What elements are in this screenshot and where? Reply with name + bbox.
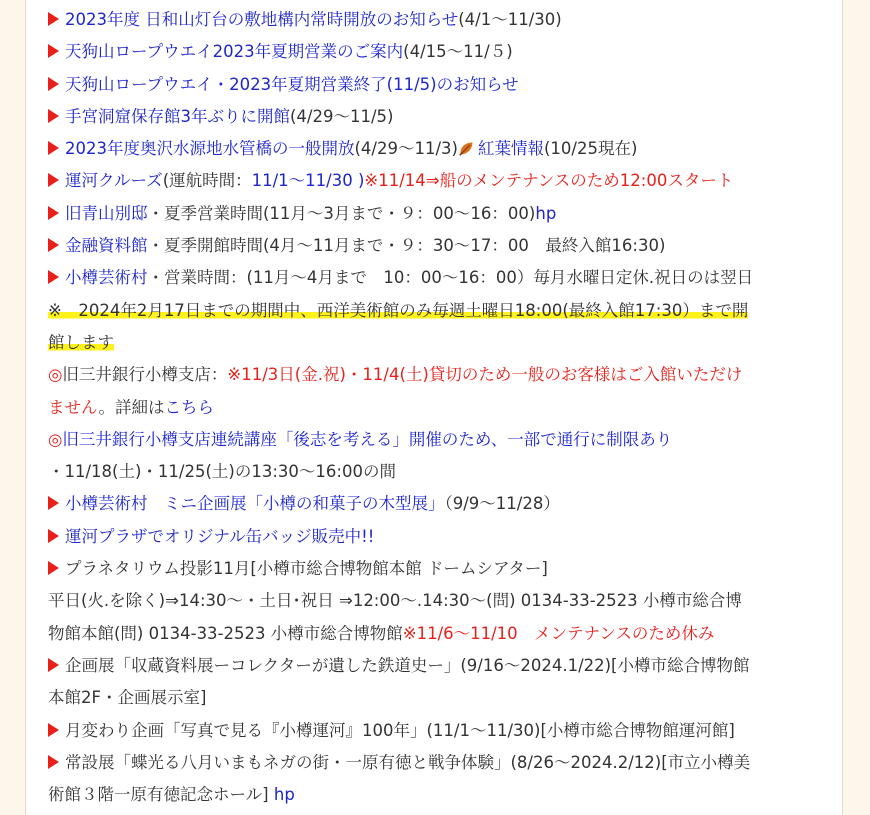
red-triangle-icon [48, 529, 59, 543]
list-item [48, 553, 830, 585]
list-item [48, 198, 830, 230]
list-item [48, 747, 830, 779]
notice-alert: ません [48, 397, 99, 417]
list-item-continuation [48, 392, 830, 424]
double-circle-icon: ◎ [48, 365, 63, 385]
notice-text: 平日(火.を除く)⇒14:30～・土日･祝日 ⇒12:00～.14:30～(問) 0134-33-2523 小樽市総合博 [48, 591, 742, 611]
notice-text: (4/29～11/3) [354, 139, 458, 159]
list-item [48, 36, 830, 68]
notice-link[interactable]: 2023年度 日和山灯台の敷地構内常時開放のお知らせ [65, 10, 459, 29]
notice-text: (4/1～11/30) [458, 10, 562, 29]
red-triangle-icon [48, 723, 59, 737]
list-item [48, 424, 830, 456]
notice-link[interactable]: 天狗山ロープウエイ・2023年夏期営業終了(11/5)のお知らせ [65, 74, 519, 94]
notice-link[interactable]: 2023年度奥沢水源地水管橋の一般開放 [65, 139, 355, 159]
notice-text: 月変わり企画「写真で見る『小樽運河』100年」(11/1～11/30)[小樽市総合博物館運河館] [65, 720, 735, 740]
highlighted-note: 館します [48, 332, 114, 352]
hp-link[interactable]: hp [535, 203, 557, 223]
notice-link[interactable]: 運河クルーズ [65, 171, 163, 191]
notice-text: (10/25現在) [543, 139, 638, 159]
notice-alert: ※11/14⇒船のメンテナンスのため12:00スタート [364, 171, 734, 191]
list-item-continuation [48, 779, 830, 811]
list-item-continuation [48, 295, 830, 327]
red-triangle-icon [48, 109, 59, 123]
notice-text: 。詳細は [98, 397, 165, 417]
highlighted-note: ※ 2024年2月17日までの期間中、西洋美術館のみ毎週土曜日18:00(最終入館17:30）まで開 [48, 300, 749, 320]
red-triangle-icon [48, 77, 59, 91]
list-item [48, 101, 830, 133]
autumn-leaves-link[interactable]: 紅葉情報 [477, 139, 544, 159]
hp-link[interactable]: hp [273, 785, 295, 805]
list-item [48, 262, 830, 294]
notice-text: 企画展「収蔵資料展ーコレクターが遺した鉄道史ー」(9/16～2024.1/22)[小樽市総合博物館 [65, 655, 750, 675]
list-item [48, 69, 830, 101]
notice-link[interactable]: 天狗山ロープウエイ2023年夏期営業のご案内 [65, 42, 404, 62]
list-item [48, 230, 830, 262]
notice-link[interactable]: 旧青山別邸 [65, 203, 148, 223]
content-panel [25, 0, 843, 815]
notice-text: 常設展「蝶光る八月いまもネガの街・一原有徳と戦争体験」(8/26～2024.2/12)[市立小樽美 [65, 752, 751, 772]
red-triangle-icon [48, 44, 59, 58]
list-item [48, 715, 830, 747]
red-triangle-icon [48, 173, 59, 187]
red-triangle-icon [48, 12, 59, 26]
autumn-leaf-icon [458, 140, 475, 157]
notice-link[interactable]: 金融資料館 [65, 236, 148, 256]
list-item [48, 359, 830, 391]
red-triangle-icon [48, 755, 59, 769]
double-circle-icon: ◎ [48, 429, 63, 449]
list-item [48, 4, 830, 36]
notice-text: 本館2F・企画展示室] [48, 688, 207, 708]
notice-text: 旧三井銀行小樽支店： [62, 365, 228, 385]
notice-text: （9/9～11/28） [444, 494, 560, 514]
red-triangle-icon [48, 238, 59, 252]
notice-text: 術館３階一原有徳記念ホール] [48, 785, 269, 805]
notice-text: ・11/18(土)・11/25(土)の13:30～16:00の間 [48, 462, 396, 482]
red-triangle-icon [48, 141, 59, 155]
notice-text: プラネタリウム投影11月[小樽市総合博物館本館 ドームシアター] [65, 559, 548, 579]
notice-text: (4/29～11/5) [290, 106, 394, 126]
list-item [48, 133, 830, 165]
notice-link[interactable]: 手宮洞窟保存館3年ぶりに開館 [65, 106, 290, 126]
notice-text: ・夏季開館時間(4月～11月まで・９：30～17：00 最終入館16:30) [147, 236, 666, 256]
red-triangle-icon [48, 561, 59, 575]
notice-text: (4/15～11/５) [403, 42, 513, 62]
list-item-continuation [48, 682, 830, 714]
red-triangle-icon [48, 658, 59, 672]
notice-text: 物館本館(問) 0134-33-2523 小樽市総合博物館 [48, 623, 403, 643]
list-item-continuation [48, 327, 830, 359]
list-item [48, 165, 830, 197]
red-triangle-icon [48, 270, 59, 284]
list-item [48, 650, 830, 682]
notice-link[interactable]: 旧三井銀行小樽支店連続講座「後志を考える」開催のため、一部で通行に制限あり [62, 429, 673, 449]
notice-text: ・夏季営業時間(11月～3月まで・９：00～16：00) [147, 203, 536, 223]
notice-link[interactable]: 運河プラザでオリジナル缶バッジ販売中!! [65, 526, 375, 546]
list-item-continuation [48, 618, 830, 650]
red-triangle-icon [48, 496, 59, 510]
red-triangle-icon [48, 206, 59, 220]
list-item-continuation [48, 456, 830, 488]
details-link[interactable]: こちら [164, 397, 214, 417]
notice-link[interactable]: 小樽芸術村 [65, 268, 148, 288]
notice-list [48, 4, 830, 811]
notice-link[interactable]: 小樽芸術村 ミニ企画展「小樽の和菓子の木型展」 [65, 494, 445, 514]
notice-alert: ※11/6～11/10 メンテナンスのため休み [402, 623, 715, 643]
list-item-continuation [48, 585, 830, 617]
notice-alert: ※11/3日(金.祝)・11/4(土)貸切のため一般のお客様はご入館いただけ [227, 365, 743, 385]
notice-text: (運航時間： [162, 171, 252, 191]
list-item [48, 488, 830, 520]
notice-time: 11/1～11/30 ) [251, 171, 365, 191]
list-item [48, 521, 830, 553]
notice-text: ・営業時間：(11月～4月まで 10：00～16：00）毎月水曜日定休.祝日のは翌日 [147, 268, 754, 288]
